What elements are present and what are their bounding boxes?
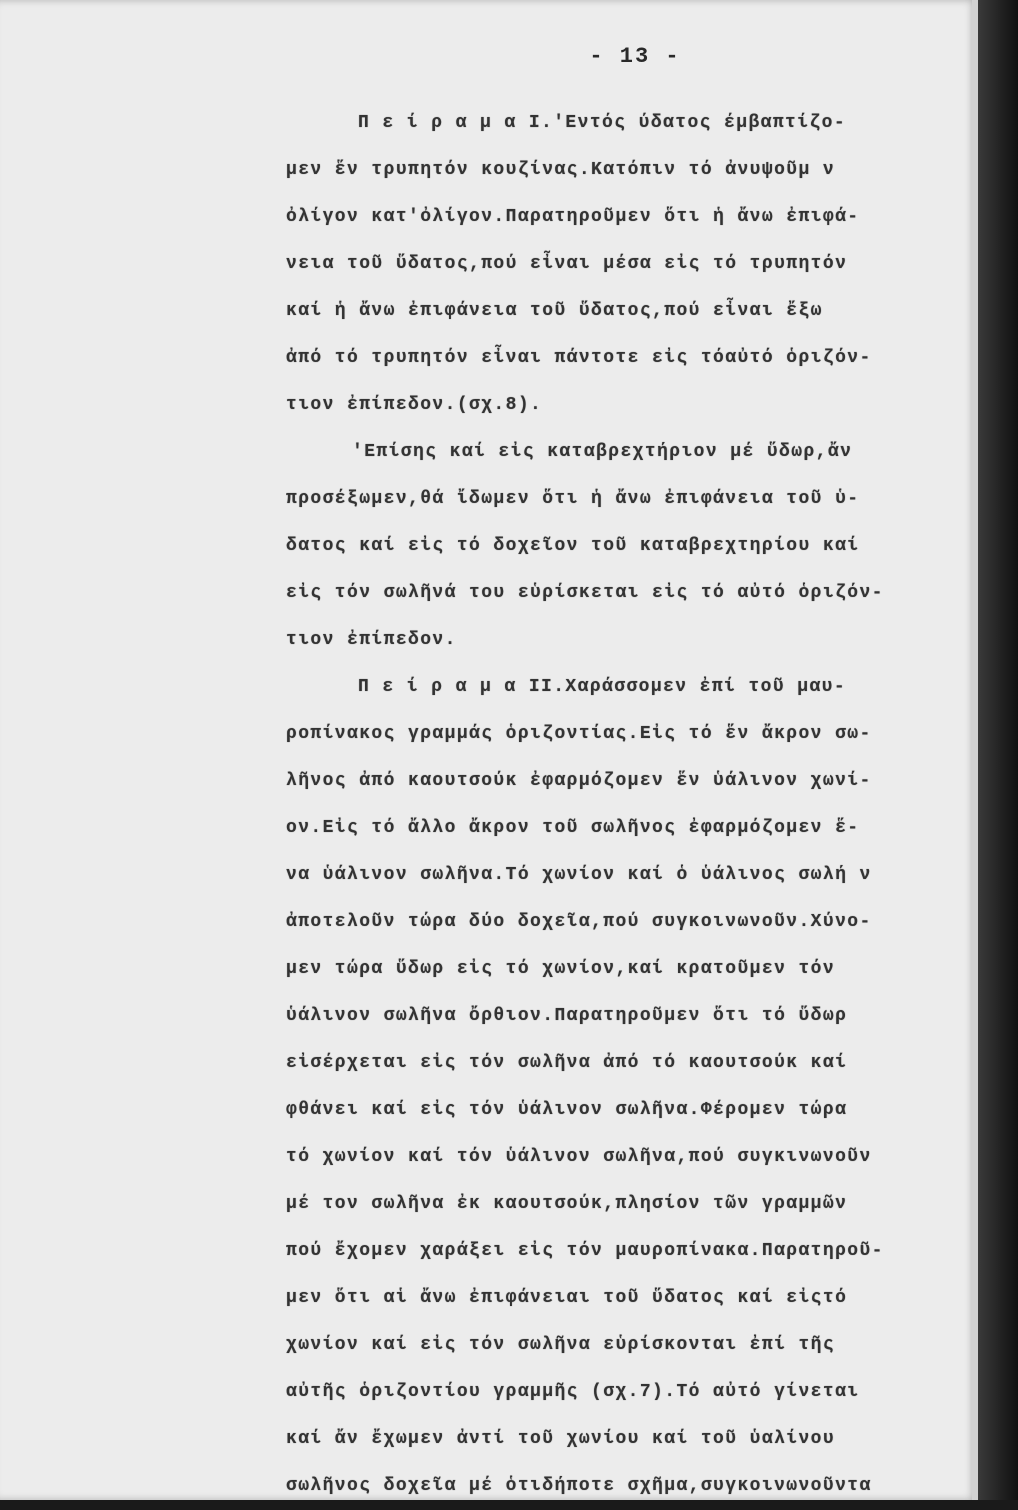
text-line: μεν ἕν τρυπητόν κουζίνας.Κατόπιν τό ἀνυψοῦμ ν: [286, 160, 836, 180]
text-line: Π ε ί ρ α μ α II.Χαράσσομεν ἐπί τοῦ μαυ-: [358, 677, 847, 697]
text-line: τό χωνίον καί τόν ὑάλινον σωλῆνα,πού συγκινωνοῦν: [286, 1147, 872, 1167]
text-line: ἀποτελοῦν τώρα δύο δοχεῖα,πού συγκοινωνοῦν.Χύνο-: [286, 912, 872, 932]
page-edge: [972, 0, 978, 1500]
text-line: σωλῆνος δοχεῖα μέ ὁτιδήποτε σχῆμα,συγκοινωνοῦντα: [286, 1476, 872, 1496]
text-line: νεια τοῦ ὕδατος,πού εἶναι μέσα εἰς τό τρυπητόν: [286, 254, 848, 274]
text-line: τιον ἐπίπεδον.(σχ.8).: [286, 395, 543, 415]
text-line: μέ τον σωλῆνα ἐκ καουτσούκ,πλησίον τῶν γραμμῶν: [286, 1194, 848, 1214]
text-line: εἰς τόν σωλῆνά του εὑρίσκεται εἰς τό αὐτό ὁριζόν-: [286, 583, 884, 603]
text-line: καί ἡ ἄνω ἐπιφάνεια τοῦ ὕδατος,πού εἶναι ἔξω: [286, 301, 823, 321]
text-line: δατος καί εἰς τό δοχεῖον τοῦ καταβρεχτηρίου καί: [286, 536, 860, 556]
scanner-background: [978, 0, 1018, 1500]
text-line: ροπίνακος γραμμάς ὁριζοντίας.Εἰς τό ἕν ἄκρον σω-: [286, 724, 872, 744]
text-line: μεν τώρα ὕδωρ εἰς τό χωνίον,καί κρατοῦμεν τόν: [286, 959, 836, 979]
text-line: φθάνει καί εἰς τόν ὑάλινον σωλῆνα.Φέρομεν τώρα: [286, 1100, 848, 1120]
text-line: προσέξωμεν,θά ἴδωμεν ὅτι ἡ ἄνω ἐπιφάνεια τοῦ ὑ-: [286, 489, 860, 509]
text-line: καί ἄν ἔχωμεν ἀντί τοῦ χωνίου καί τοῦ ὑαλίνου: [286, 1429, 836, 1449]
text-line: 'Επίσης καί εἰς καταβρεχτήριον μέ ὕδωρ,ἄν: [352, 442, 853, 462]
text-line: Π ε ί ρ α μ α I.'Εντός ύδατος έμβαπτίζο-: [358, 113, 847, 133]
text-line: μεν ὅτι αἱ ἄνω ἐπιφάνειαι τοῦ ὕδατος καί εἰςτό: [286, 1288, 848, 1308]
text-line: χωνίον καί εἰς τόν σωλῆνα εὑρίσκονται ἐπί τῆς: [286, 1335, 836, 1355]
text-line: ον.Εἰς τό ἄλλο ἄκρον τοῦ σωλῆνος ἐφαρμόζομεν ἕ-: [286, 818, 860, 838]
text-line: τιον ἐπίπεδον.: [286, 630, 457, 650]
text-line: πού ἔχομεν χαράξει εἰς τόν μαυροπίνακα.Παρατηροῦ-: [286, 1241, 884, 1261]
text-line: εἰσέρχεται εἰς τόν σωλῆνα ἀπό τό καουτσούκ καί: [286, 1053, 848, 1073]
text-line: να ὑάλινον σωλῆνα.Τό χωνίον καί ὁ ὑάλινος σωλή ν: [286, 865, 872, 885]
page-number: - 13 -: [589, 44, 681, 69]
text-line: αὐτῆς ὁριζοντίου γραμμῆς (σχ.7).Τό αὐτό γίνεται: [286, 1382, 860, 1402]
body-text: [286, 100, 948, 1510]
text-line: ὀλίγον κατ'ὀλίγον.Παρατηροῦμεν ὅτι ἡ ἄνω ἐπιφά-: [286, 207, 860, 227]
text-line: λῆνος ἀπό καουτσούκ ἐφαρμόζομεν ἕν ὑάλινον χωνί-: [286, 771, 872, 791]
text-line: ἀπό τό τρυπητόν εἶναι πάντοτε εἰς τόαὐτό ὁριζόν-: [286, 348, 872, 368]
text-line: ὑάλινον σωλῆνα ὄρθιον.Παρατηροῦμεν ὅτι τό ὕδωρ: [286, 1006, 848, 1026]
